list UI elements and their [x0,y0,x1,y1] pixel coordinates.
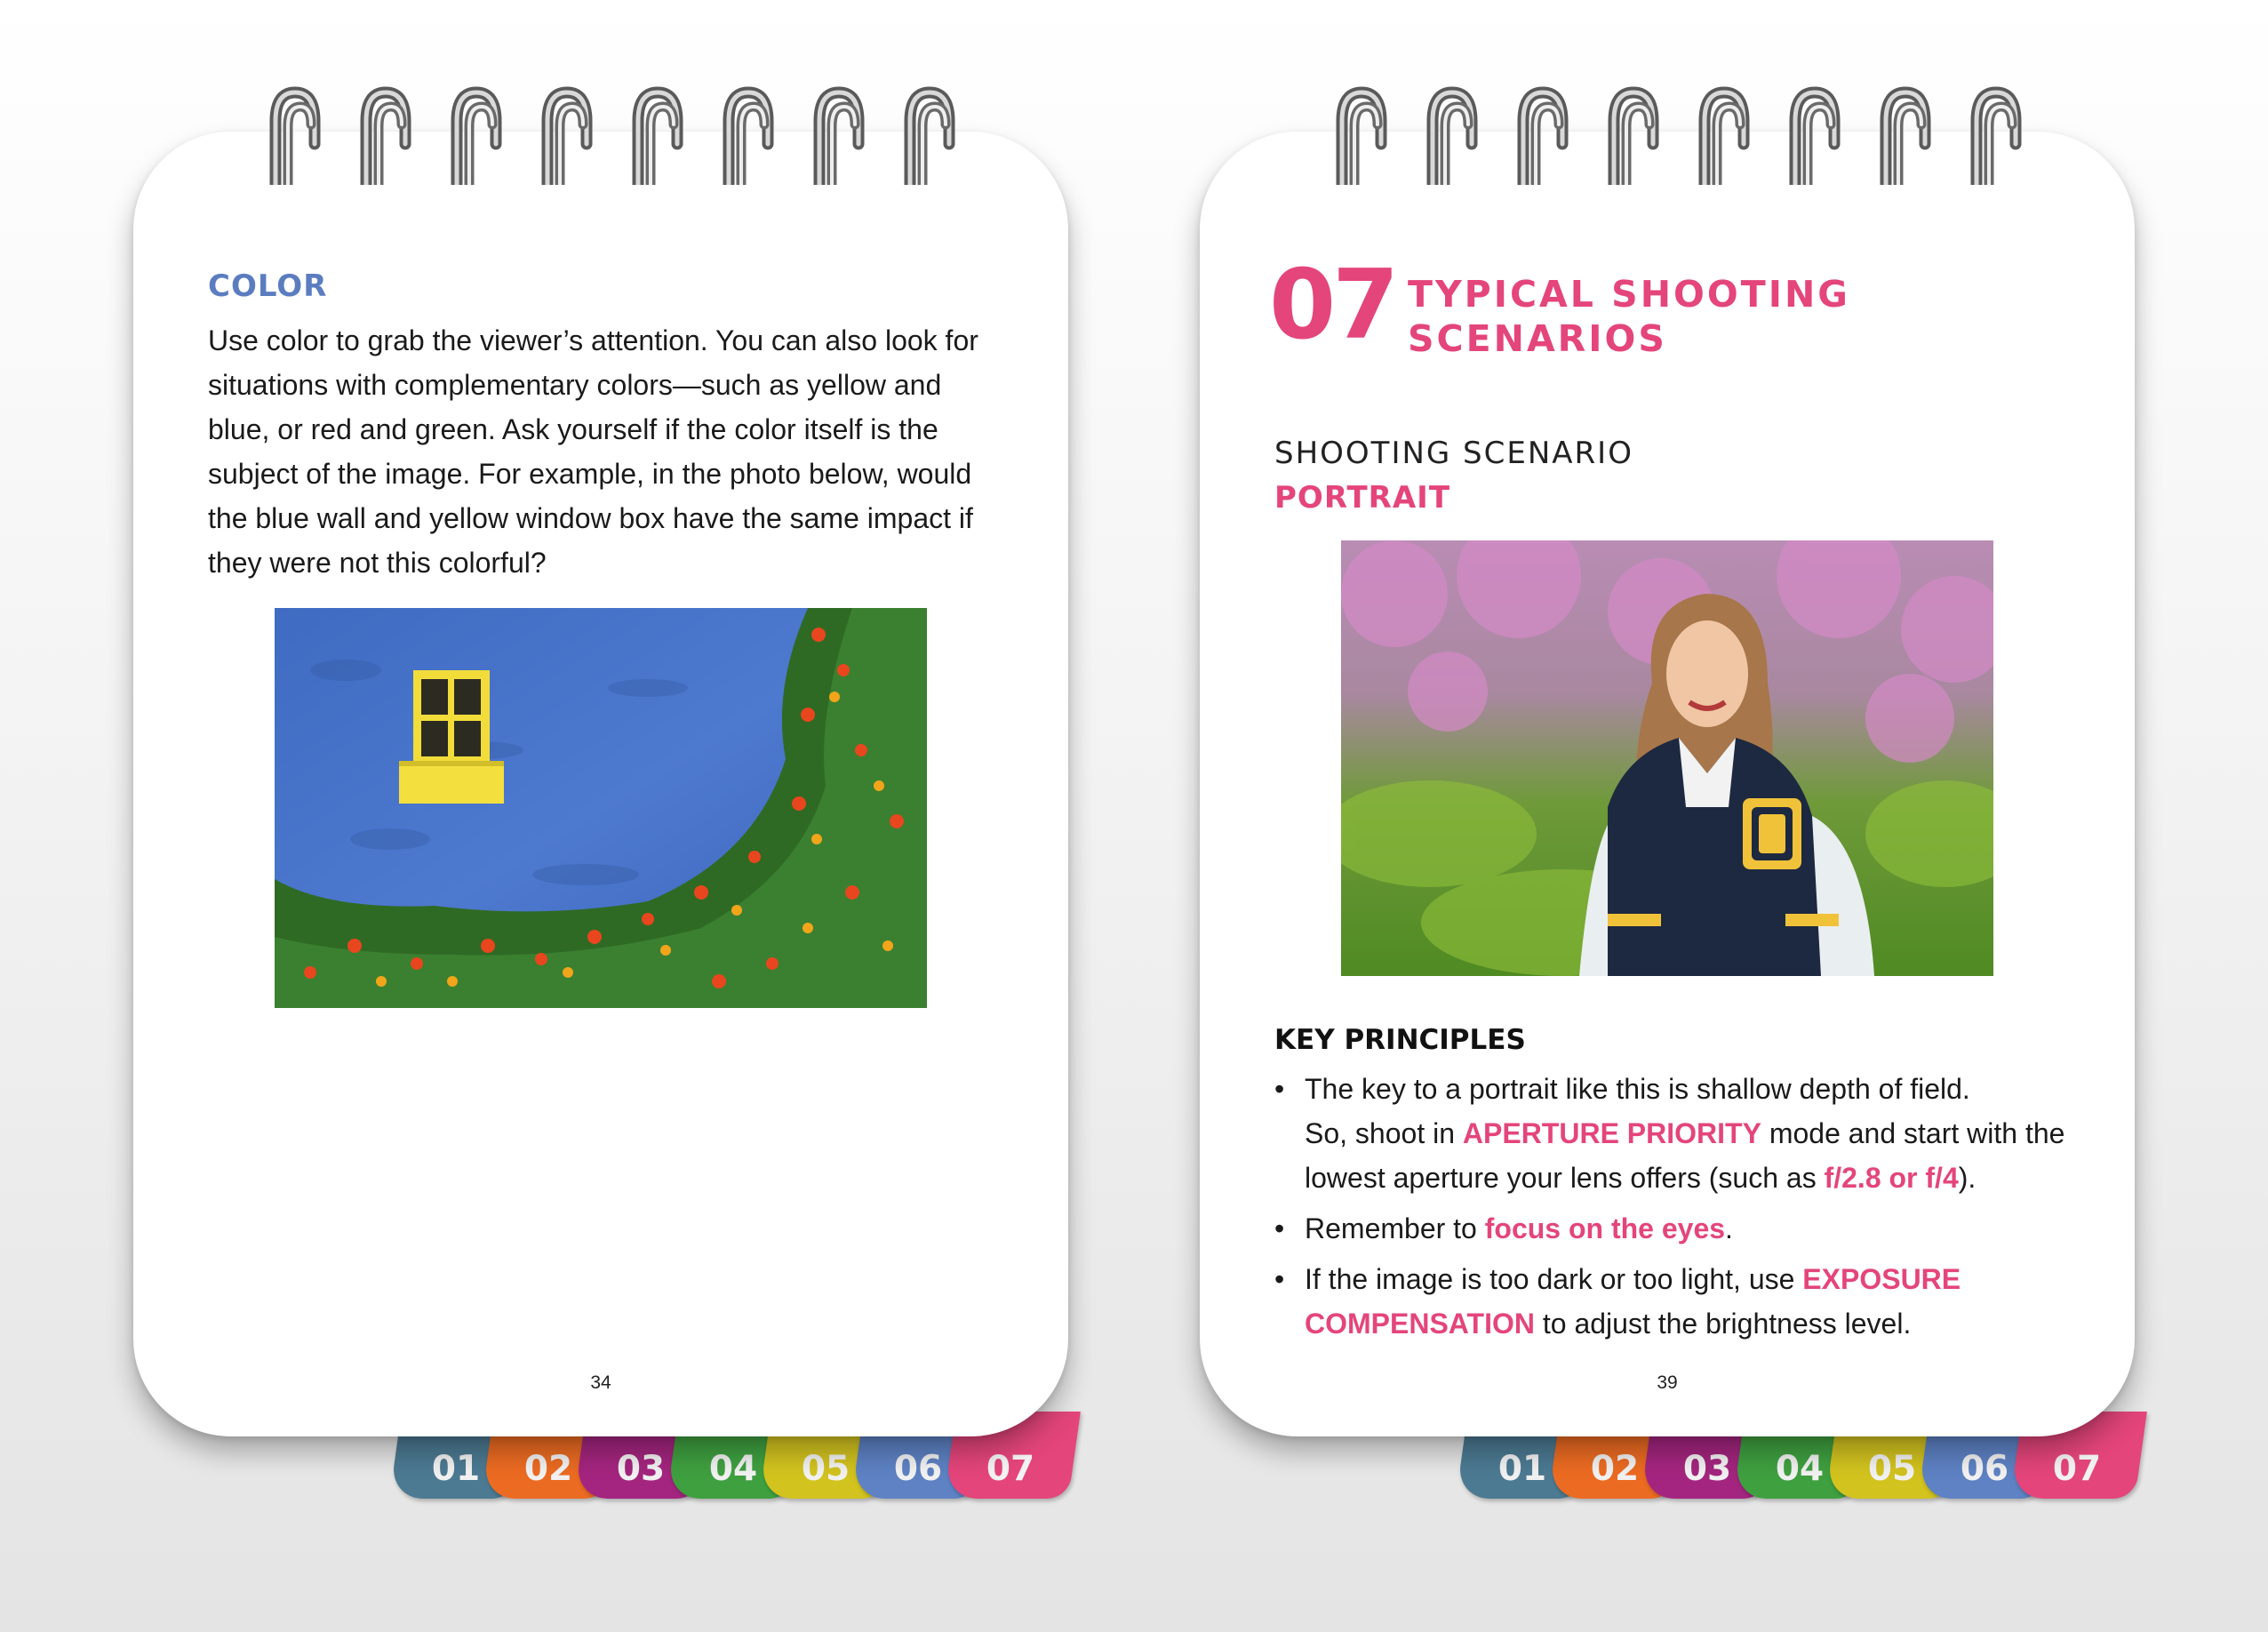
tab-label: 04 [708,1448,758,1489]
spiral-ring-icon [1335,85,1388,185]
notebook-right [1200,132,2135,1489]
spiral-binding [1200,85,2135,192]
tab-label: 03 [616,1448,666,1489]
principle-item [1274,1206,2074,1251]
principle-highlight: EXPOSURE [1802,1263,1961,1295]
chapter-title-line: TYPICAL SHOOTING [1408,273,1850,316]
principle-highlight: COMPENSATION [1305,1308,1535,1340]
chapter-title-line: SCENARIOS [1408,317,1667,360]
chapter-number: 07 [1269,250,1396,361]
section-heading: COLOR [208,268,328,304]
bullet: • [1274,1073,1285,1105]
principle-text: Remember to [1305,1212,1485,1244]
principle-highlight: f/2.8 or f/4 [1824,1162,1959,1194]
spiral-ring-icon [1516,85,1569,185]
tab-label: 06 [893,1448,943,1489]
spiral-ring-icon [1697,85,1751,185]
scenario-name: PORTRAIT [1274,480,1451,516]
spiral-ring-icon [1879,85,1932,185]
principle-text: . [1725,1212,1733,1244]
tab-label: 03 [1682,1448,1732,1489]
tab-label: 02 [1590,1448,1640,1489]
principle-line [1305,1111,2074,1156]
tab-label: 05 [1867,1448,1917,1489]
principle-highlight: APERTURE PRIORITY [1462,1117,1761,1149]
photo-graphic [275,608,927,1008]
tab-label: 07 [986,1448,1035,1489]
chapter-title [1408,272,2083,361]
principle-item [1274,1257,2074,1346]
spiral-ring-icon [903,85,956,185]
portrait-photo [1341,540,1993,976]
principle-item [1274,1067,2074,1200]
scenario-label: SHOOTING SCENARIO [1274,436,1633,471]
spiral-ring-icon [359,85,412,185]
blue-wall-window-photo [275,608,927,1008]
principle-text: So, shoot in [1305,1117,1463,1149]
tab-label: 01 [1497,1448,1547,1489]
spiral-ring-icon [1788,85,1841,185]
page-number: 34 [590,1372,611,1393]
spiral-ring-icon [1425,85,1479,185]
spiral-ring-icon [450,85,503,185]
tab-label: 07 [2052,1448,2102,1489]
principle-text: to adjust the brightness level. [1534,1308,1912,1340]
spiral-ring-icon [812,85,866,185]
tab-label: 01 [431,1448,481,1489]
page-34 [133,132,1068,1436]
body-paragraph: Use color to grab the viewer’s attention. You can also look for situations with complementary colors—such as yellow and blue, or red and green. Ask yourself if the color itself is the subject of the image. For example, in the photo below, would the blue wall and yellow window box have the same impact if they were not this colorful? [208,324,978,579]
spiral-binding [133,85,1068,192]
photo-graphic [1341,540,1993,976]
spiral-ring-icon [631,85,684,185]
principle-line [1305,1156,2074,1200]
principle-line [1305,1301,2074,1346]
principle-highlight: focus on the eyes [1484,1212,1726,1244]
principle-text: If the image is too dark or too light, use [1305,1263,1803,1295]
principles-list [1274,1067,2074,1352]
bullet: • [1274,1263,1285,1295]
bullet: • [1274,1212,1285,1244]
tab-label: 06 [1960,1448,2009,1489]
page-number: 39 [1657,1372,1678,1393]
tab-label: 04 [1775,1448,1825,1489]
notebook-left [133,132,1068,1489]
spiral-ring-icon [1969,85,2023,185]
principle-line [1305,1257,2074,1301]
principle-line [1305,1206,2074,1251]
spiral-ring-icon [1607,85,1660,185]
principle-line: The key to a portrait like this is shallow depth of field. [1305,1073,1970,1105]
spiral-ring-icon [268,85,322,185]
tab-label: 05 [801,1448,850,1489]
page-39 [1200,132,2135,1436]
principle-text: lowest aperture your lens offers (such as [1305,1162,1825,1194]
tab-label: 02 [523,1448,573,1489]
principle-text: ). [1958,1162,1977,1194]
spiral-ring-icon [722,85,775,185]
key-principles-heading: KEY PRINCIPLES [1274,1024,1526,1056]
spiral-ring-icon [540,85,594,185]
principle-text: mode and start with the [1761,1117,2065,1149]
